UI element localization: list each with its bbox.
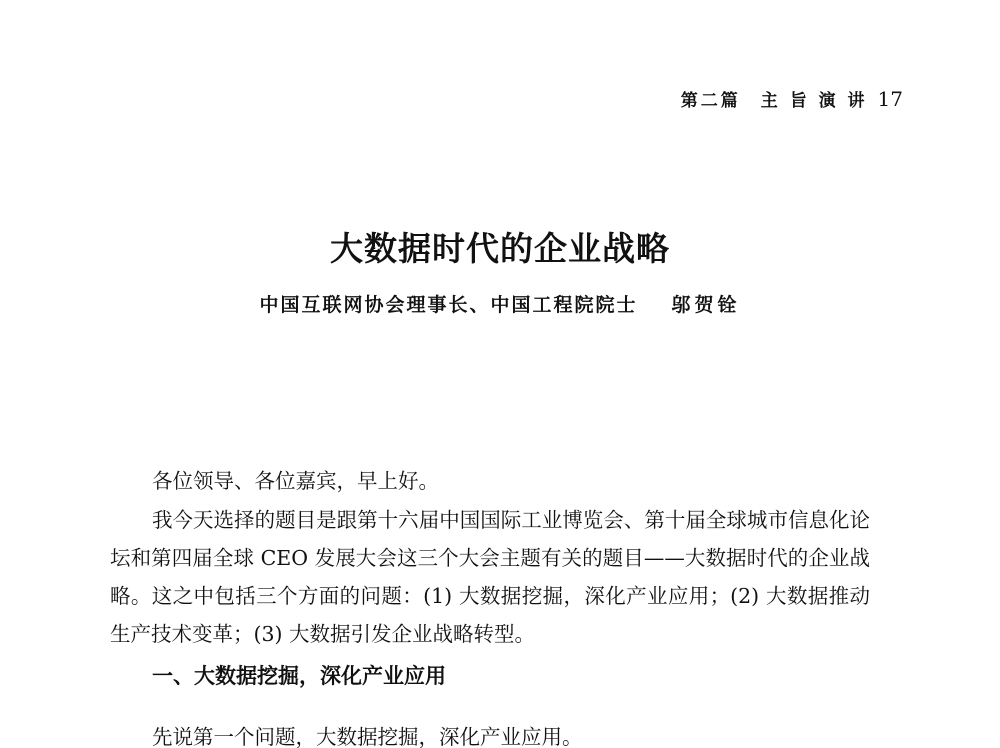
byline-author: 邬贺铨 [671,294,741,316]
running-header-section: 第二篇 [680,91,741,111]
paragraph-section-1: 先说第一个问题，大数据挖掘，深化产业应用。 [152,725,583,748]
paragraph-intro: 我今天选择的题目是跟第十六届中国国际工业博览会、第十届全球城市信息化论坛和第四届全球 CEO 发展大会这三个大会主题有关的题目——大数据时代的企业战略。这之中包括三个方面的问题：(1) 大数据挖掘，深化产业应用；(2) 大数据推动生产技术变革；(3) 大数据引发企业战略转型。 [110,508,870,646]
byline [0,290,1000,317]
section-heading: 一、大数据挖掘，深化产业应用 [152,664,446,688]
article-title: 大数据时代的企业战略 [330,229,670,268]
byline-affiliation: 中国互联网协会理事长、中国工程院院士 [259,294,638,316]
paragraph-greeting: 各位领导、各位嘉宾，早上好。 [152,469,439,493]
running-header-subsection: 主 旨 演 讲 [760,91,868,111]
page-number: 17 [877,87,903,111]
running-header [681,86,903,111]
